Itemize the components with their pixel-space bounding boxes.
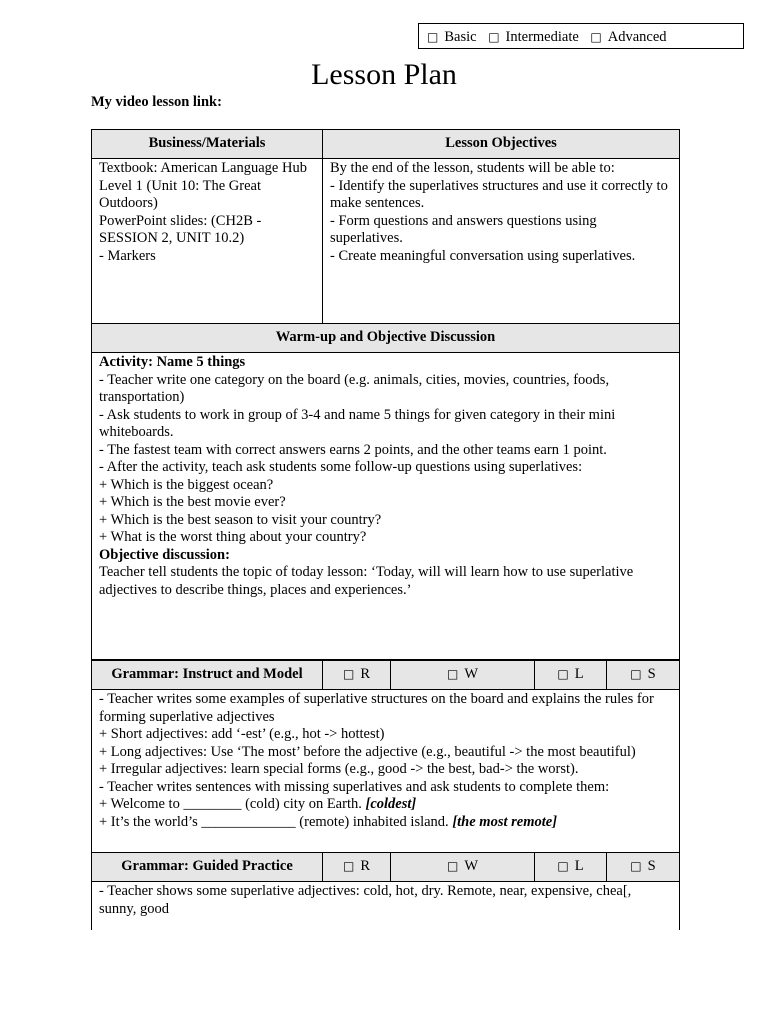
skill-s[interactable]: □ S [607,853,680,882]
guided-header-row [92,853,680,882]
skill-w[interactable]: □ W [391,660,535,690]
objectives-cell [323,159,680,324]
checkbox-icon[interactable]: □ [557,667,569,682]
materials-line: Textbook: American Language Hub Level 1 (Unit 10: The Great Outdoors) [99,160,307,211]
instruct-example: + It’s the world’s _____________ (remote) inhabited island. [the most remote] [99,813,558,830]
checkbox-icon[interactable]: □ [488,30,500,44]
level-option-basic[interactable]: □ Basic [427,29,485,45]
skill-l[interactable]: □ L [535,853,607,882]
checkbox-icon[interactable]: □ [342,859,355,874]
checkbox-icon[interactable]: □ [590,30,602,44]
checkbox-icon[interactable]: □ [630,859,642,874]
example-answer: [coldest] [365,796,417,812]
instruct-line: + Short adjectives: add ‘-est’ (e.g., hot -> hottest) [99,726,385,742]
warmup-line: - The fastest team with correct answers earns 2 points, and the other teams earn 1 point. [99,441,607,458]
materials-cell [92,159,323,324]
skill-l[interactable]: □ L [535,660,607,690]
page-bottom-margin [0,930,768,1024]
skill-w[interactable]: □ W [391,853,535,882]
materials-header: Business/Materials [92,130,323,159]
checkbox-icon[interactable]: □ [342,667,355,682]
warmup-line: - After the activity, teach ask students some follow-up questions using superlatives: [99,459,583,475]
warmup-header-row [92,324,680,353]
guided-line: - Teacher shows some superlative adjectives: cold, hot, dry. Remote, near, expensive, chea[, sunny, good [99,883,632,917]
skill-r[interactable]: □ R [323,853,391,882]
checkbox-icon[interactable]: □ [630,667,642,682]
instruct-content-row [92,690,680,853]
objective-line: By the end of the lesson, students will be able to: [330,160,615,176]
section1-content-row [92,159,680,324]
section1-header-row [92,130,680,159]
instruct-cell [92,690,680,853]
skill-r[interactable]: □ R [323,660,391,690]
instruct-line: + Irregular adjectives: learn special forms (e.g., good -> the best, bad-> the worst). [99,761,579,777]
materials-line: - Markers [99,247,156,264]
instruct-example: + Welcome to ________ (cold) city on Earth. [coldest] [99,796,417,812]
warmup-line: + What is the worst thing about your country? [99,529,367,545]
page-title: Lesson Plan [311,58,457,91]
objective-line: - Identify the superlatives structures and use it correctly to make sentences. [330,177,668,211]
checkbox-icon[interactable]: □ [427,30,439,44]
warmup-content-row [92,353,680,661]
level-option-advanced[interactable]: □ Advanced [590,29,674,45]
example-answer: [the most remote] [452,813,558,830]
warmup-line: + Which is the biggest ocean? [99,476,274,493]
instruct-header: Grammar: Instruct and Model [92,660,323,690]
warmup-line: + Which is the best movie ever? [99,494,286,510]
lesson-plan-table [91,129,680,945]
warmup-line: + Which is the best season to visit your country? [99,511,382,528]
guided-header: Grammar: Guided Practice [92,853,323,882]
objectives-header: Lesson Objectives [323,130,680,159]
checkbox-icon[interactable]: □ [446,859,459,874]
level-selector [418,23,744,49]
objective-discussion-text: Teacher tell students the topic of today lesson: ‘Today, will will learn how to use superlative adjectives to describe things, places and experiences.’ [99,564,634,598]
video-link-label: My video lesson link: [91,94,222,110]
warmup-header: Warm-up and Objective Discussion [92,324,680,353]
materials-line: PowerPoint slides: (CH2B - SESSION 2, UNIT 10.2) [99,212,262,246]
checkbox-icon[interactable]: □ [446,667,459,682]
instruct-header-row [92,660,680,690]
level-option-intermediate[interactable]: □ Intermediate [488,29,587,45]
warmup-cell [92,353,680,661]
skill-s[interactable]: □ S [607,660,680,690]
checkbox-icon[interactable]: □ [557,859,569,874]
warmup-line: - Ask students to work in group of 3-4 and name 5 things for given category in their mini whiteboards. [99,406,616,440]
objective-line: - Create meaningful conversation using superlatives. [330,247,636,264]
objective-discussion-title: Objective discussion: [99,546,230,563]
activity-title: Activity: Name 5 things [99,354,246,370]
instruct-line: - Teacher writes some examples of superlative structures on the board and explains the rules for forming superlative adjectives [99,691,654,725]
warmup-line: - Teacher write one category on the board (e.g. animals, cities, movies, countries, foods, transportation) [99,371,610,405]
instruct-line: + Long adjectives: Use ‘The most’ before the adjective (e.g., beautiful -> the most beautiful) [99,743,636,760]
instruct-line: - Teacher writes sentences with missing superlatives and ask students to complete them: [99,778,610,795]
objective-line: - Form questions and answers questions using superlatives. [330,212,597,246]
